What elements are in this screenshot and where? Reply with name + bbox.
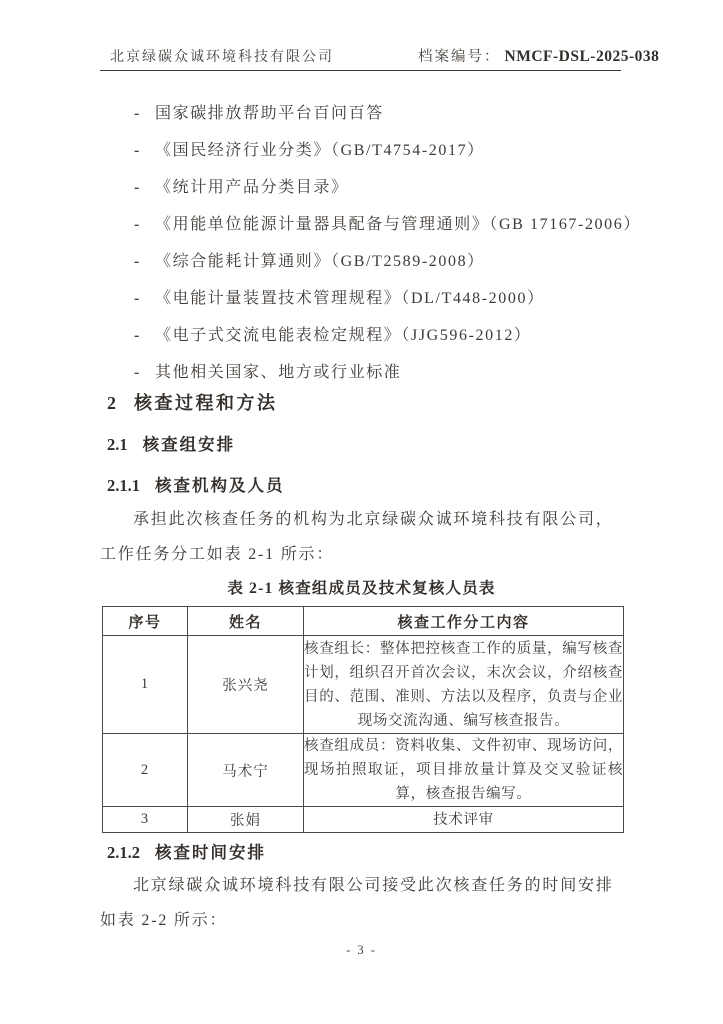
paragraph-line: 如表 2-2 所示： xyxy=(100,912,228,929)
list-item-text: 《电子式交流电能表检定规程》（JJG596-2012） xyxy=(155,327,532,344)
list-item-text: 《统计用产品分类目录》 xyxy=(155,179,349,196)
list-item xyxy=(134,317,641,354)
cell-index: 3 xyxy=(103,807,188,833)
col-header-index: 序号 xyxy=(103,607,188,636)
list-item-text: 《综合能耗计算通则》（GB/T2589-2008） xyxy=(155,253,485,270)
list-item xyxy=(134,280,641,317)
cell-name: 张兴尧 xyxy=(188,636,304,734)
list-item-text: 《电能计量装置技术管理规程》（DL/T448-2000） xyxy=(155,290,545,307)
table-header-row xyxy=(103,607,624,636)
list-item xyxy=(134,243,641,280)
list-item xyxy=(134,132,641,169)
section-heading-2-1 xyxy=(107,431,235,455)
dash-bullet: - xyxy=(134,290,141,307)
list-item xyxy=(134,206,641,243)
col-header-duty: 核查工作分工内容 xyxy=(304,607,624,636)
list-item-text: 《用能单位能源计量器具配备与管理通则》（GB 17167-2006） xyxy=(155,216,641,233)
dash-bullet: - xyxy=(134,179,141,196)
section-number: 2.1 xyxy=(107,435,128,454)
paragraph-line: 承担此次核查任务的机构为北京绿碳众诚环境科技有限公司， xyxy=(133,511,614,528)
dash-bullet: - xyxy=(134,142,141,159)
section-heading-2-1-1 xyxy=(107,472,285,496)
cell-duty: 技术评审 xyxy=(304,807,624,833)
section-number: 2 xyxy=(107,393,116,413)
paragraph-line: 工作任务分工如表 2-1 所示： xyxy=(100,546,335,563)
header-divider-line xyxy=(100,70,621,71)
list-item xyxy=(134,169,641,206)
list-item xyxy=(134,354,641,391)
header-company-name: 北京绿碳众诚环境科技有限公司 xyxy=(110,50,334,65)
list-item xyxy=(134,95,641,132)
verification-team-table xyxy=(102,606,624,833)
cell-name: 马术宁 xyxy=(188,734,304,807)
section-number: 2.1.2 xyxy=(107,843,140,862)
paragraph-verification-body xyxy=(100,502,623,572)
section-title: 核查组安排 xyxy=(142,435,236,454)
list-item-text: 其他相关国家、地方或行业标准 xyxy=(155,364,402,381)
section-title: 核查时间安排 xyxy=(155,843,266,862)
paragraph-schedule-body xyxy=(100,868,623,938)
cell-duty: 核查组成员：资料收集、文件初审、现场访问，现场拍照取证，项目排放量计算及交叉验证核算，核查报告编写。 xyxy=(304,734,624,807)
file-number-label: 档案编号： xyxy=(418,49,501,65)
header-file-number xyxy=(418,45,659,66)
table-row xyxy=(103,807,624,833)
section-title: 核查过程和方法 xyxy=(134,393,278,413)
list-item-text: 《国民经济行业分类》（GB/T4754-2017） xyxy=(155,142,485,159)
list-item-text: 国家碳排放帮助平台百问百答 xyxy=(155,105,384,122)
paragraph-line: 北京绿碳众诚环境科技有限公司接受此次核查任务的时间安排 xyxy=(133,877,614,894)
section-heading-2 xyxy=(107,389,278,415)
cell-index: 1 xyxy=(103,636,188,734)
file-number-value: NMCF-DSL-2025-038 xyxy=(504,48,660,65)
table-row xyxy=(103,636,624,734)
dash-bullet: - xyxy=(134,364,141,381)
table-row xyxy=(103,734,624,807)
dash-bullet: - xyxy=(134,253,141,270)
dash-bullet: - xyxy=(134,105,141,122)
cell-index: 2 xyxy=(103,734,188,807)
dash-bullet: - xyxy=(134,327,141,344)
section-title: 核查机构及人员 xyxy=(155,476,285,495)
dash-bullet: - xyxy=(134,216,141,233)
col-header-name: 姓名 xyxy=(188,607,304,636)
cell-duty: 核查组长：整体把控核查工作的质量，编写核查计划，组织召开首次会议，末次会议，介绍核查目的、范围、准则、方法以及程序，负责与企业现场交流沟通、编写核查报告。 xyxy=(304,636,624,734)
section-number: 2.1.1 xyxy=(107,476,140,495)
section-heading-2-1-2 xyxy=(107,839,266,863)
table-caption: 表 2-1 核查组成员及技术复核人员表 xyxy=(227,580,496,597)
cell-name: 张娟 xyxy=(188,807,304,833)
page-number: - 3 - xyxy=(346,943,377,957)
reference-list xyxy=(134,95,641,391)
